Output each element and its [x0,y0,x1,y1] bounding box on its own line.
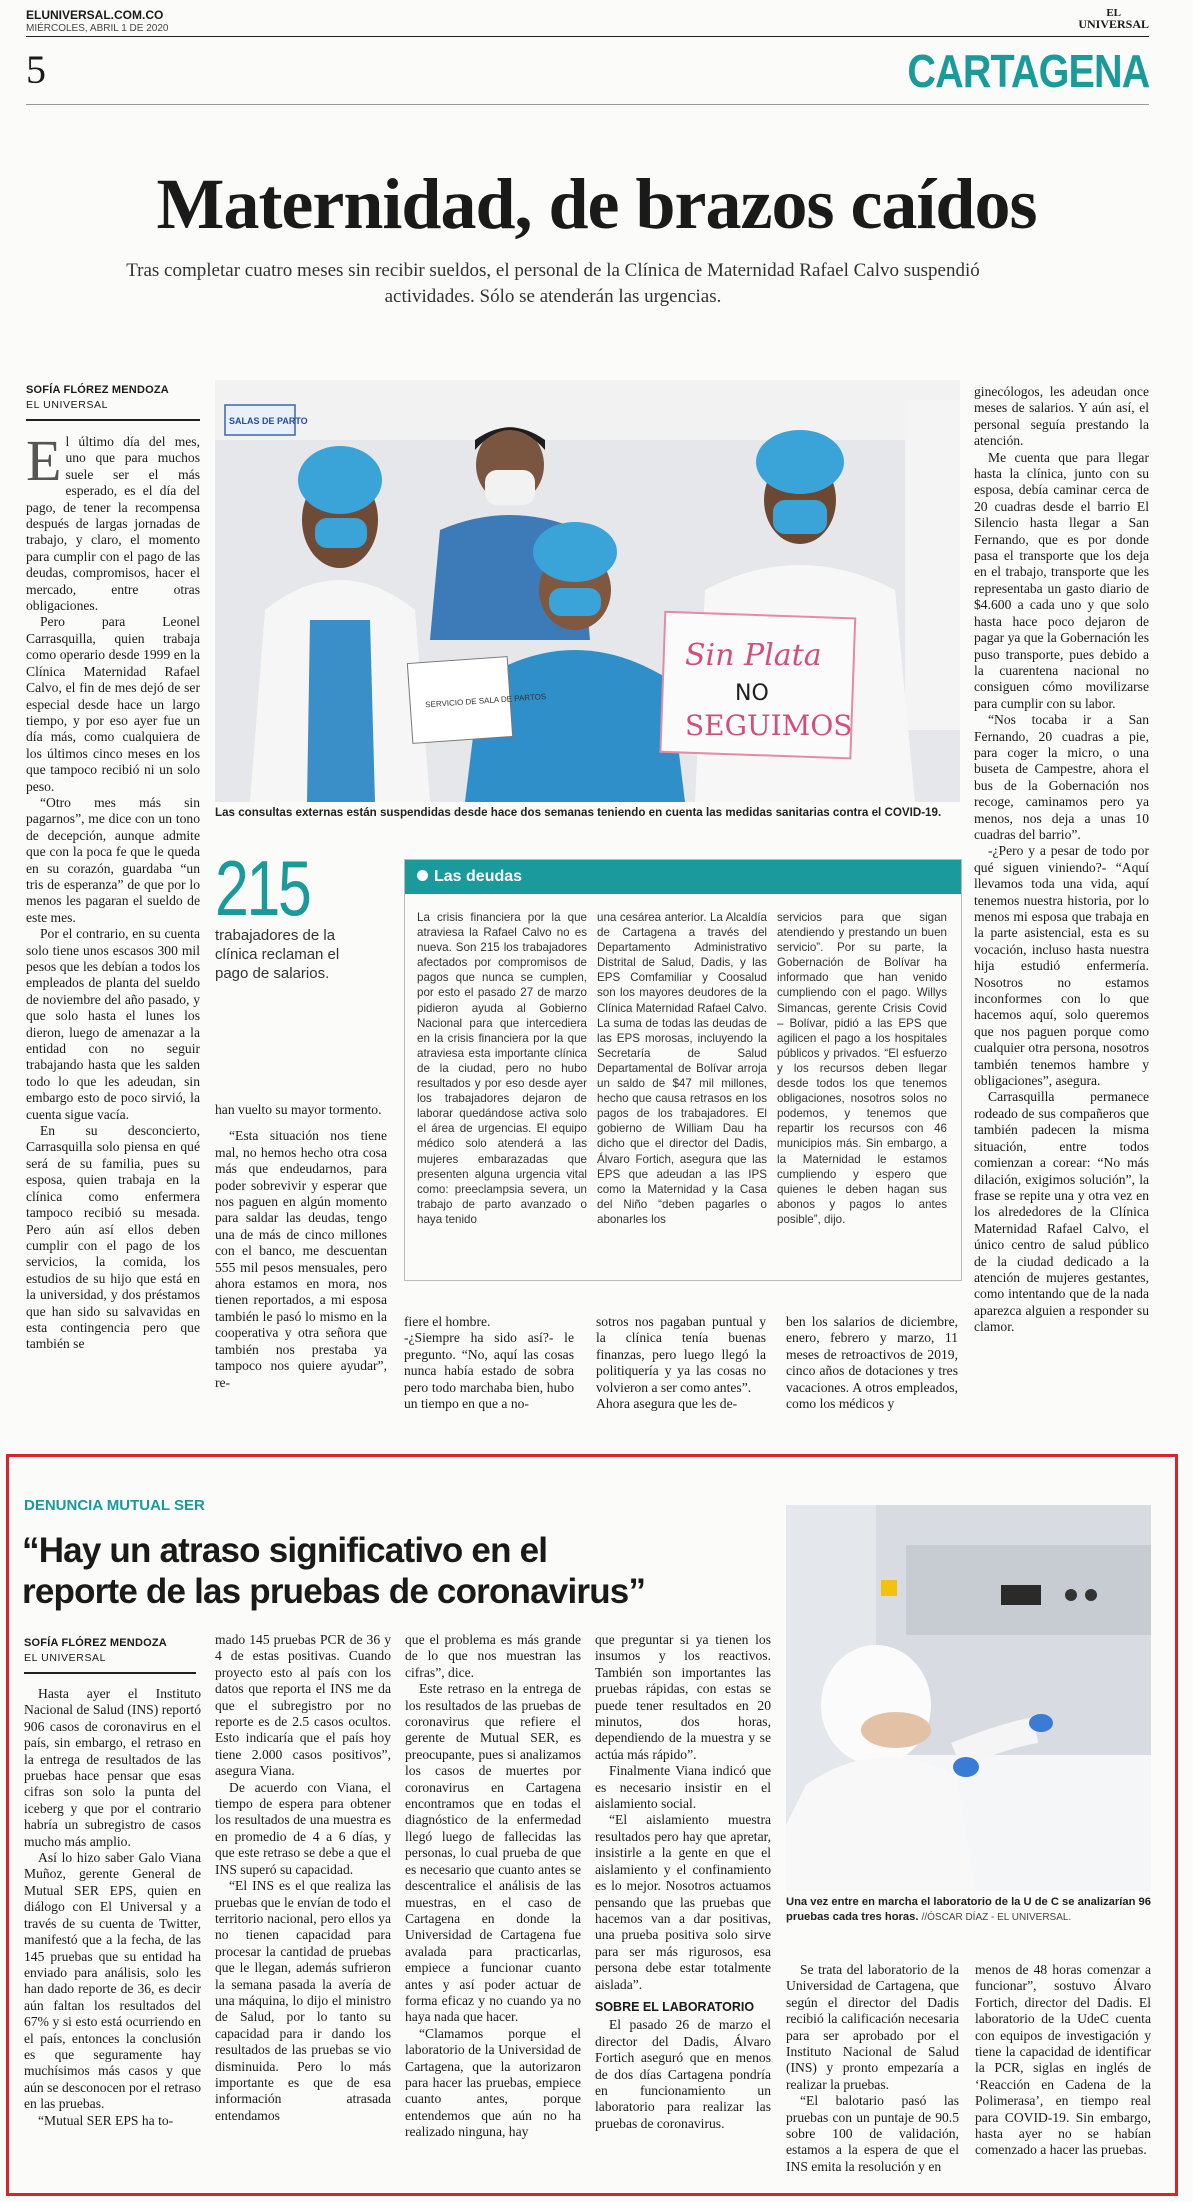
article-column-2: han vuelto su mayor tormento. “Esta situación nos tiene mal, no hemos hecho otra cosa más que endeudarnos, para poder sobrevivir y esperar que nos paguen en algún momento para saldar las deudas, tengo una de más de cinco millones con el banco, me descuentan 555 mil pesos mensuales, pero ahora estamos en mora, nos tienen reportados, a mi esposa también le pasó lo mismo en la cooperativa y otra señora que también nos prestaba ya tampoco nos quiere ayudar”, re- [215,1102,387,1390]
clinic-photo [215,380,960,802]
deudas-col-2: una cesárea anterior. La Alcaldía de Cartagena a través del Departamento Administrativo Distrital de Salud, Dadis, y las EPS Comfamiliar y Coosalud son los mayores deudores de la Clínica Maternidad Rafael Calvo. La suma de todas las deudas de las EPS morosas, incluyendo la Secretaría de Salud Departamental de Bolívar arroja un saldo de $47 mil millones, hecho que causa retrasos en los pagos de los trabajadores. El gobierno de William Dau ha dicho que el director del Dadis, Álvaro Fortich, asegura que las EPS que adeudan a las IPS como la Maternidad y la Casa del Niño “deben pagarles o abonarles los [597,911,767,1226]
section-title: CARTAGENA [906,45,1149,97]
deudas-box [404,859,962,1281]
author-2: SOFÍA FLÓREZ MENDOZA [24,1637,167,1649]
article-column-6: ginecólogos, les adeudan once meses de salarios. Y aún así, el personal seguía prestando la atención. Me cuenta que para llegar hasta la clínica, junto con su esposa, debía caminar cerca de 20 cuadras desde el barrio El Silencio hasta llegar a San Fernando, que es por donde pasa el transporte que los deja en el trabajo, transporte que les representaba un gasto diario de $4.600 a cada uno y que solo hasta hace poco dejaron de pagar ya que la Gobernación les puso transporte, pues debido a la cuarentena nacional no consiguen cómo movilizarse para cumplir con su labor. “Nos tocaba ir a San Fernando, 20 cuadras a pie, para coger la micro, o una buseta de Campestre, ahora el bus de la Gobernación nos recoge, caminamos pero ya menos, nos deja a unas 10 cuadras del barrio”. -¿Pero y a pesar de todo por qué siguen viniendo?- “Aquí llevamos toda una vida, aquí tenemos nuestra historia, por lo menos mi esposa que trabaja en la parte asistencial, esta es su vocación, incluso hasta nuestra hija estudió enfermería. Nosotros no estamos inconformes con lo que hacemos aquí, solo queremos que nos paguen porque como cualquier otra persona, nosotros también tenemos hambre y obligaciones”, asegura. Carrasquilla permanece rodeado de sus compañeros que también padecen la misma situación, entre todos comienzan a corear: “No más dilación, exigimos solución”, la frase se repite una y otra vez en los alrededores de la Clínica Maternidad Rafael Calvo, el único centro de salud público de la ciudad dedicado a la atención de mujeres gestantes, como intentando que de la nada aparezca alguien a responder su clamor. [974,384,1149,1335]
issue-date: MIÉRCOLES, ABRIL 1 DE 2020 [26,23,169,34]
article-column-3: fiere el hombre. -¿Siempre ha sido así?- le pregunto. “No, aquí las cosas nunca había estado de sobra pero todo marchaba bien, hubo un tiempo en que a no- [404,1314,574,1412]
author: SOFÍA FLÓREZ MENDOZA [26,384,169,396]
protest-sign-3: SEGUIMOS [685,709,853,742]
article2-column-3: que el problema es más grande de lo que nos muestran las cifras”, dice. Este retraso en la entrega de los resultados de las pruebas de coronavirus que refiere el gerente de Mutual SER, es preocupante, pues si analizamos los casos de muertes por coronavirus en Cartagena encontramos que en todas el diagnóstico de la enfermedad llegó luego de fallecidas las personas, lo cual prueba de que es necesario que cuanto antes se descentralice el análisis de las muestras, en el caso de Cartagena en donde la Universidad de Cartagena fue avalada para practicarlas, empiece a funcionar cuanto antes y así poder actuar de forma eficaz y no cuando ya no haya nada que hacer. “Clamamos porque el laboratorio de la Universidad de Cartagena, que la autorizaron para hacer las pruebas, empiece cuanto antes, porque entendemos que aún no ha realizado ninguna, hay [405,1632,581,2140]
deudas-col-3: servicios para que sigan atendiendo y prestando un buen servicio”. Por su parte, la Gobernación de Bolívar ha informado que han venido cumpliendo con el pago. Willys Simancas, gerente Crisis Covid – Bolívar, pidió a las EPS que agilicen el pago a los hospitales públicos y privados. “El esfuerzo y los recursos deben llegar desde todos los que tenemos obligaciones, nosotros solos no podemos, y tenemos que repartir los recursos con 46 municipios más. Sin embargo, a la Maternidad le estamos cumpliendo y espero que quienes le deben hagan sus abonos y pagos lo antes posible”, dijo. [777,911,947,1226]
servicio-sign: SERVICIO DE SALA DE PARTOS [424,691,547,710]
headline-2: “Hay un atraso significativo en el reporte de las pruebas de coronavirus” [22,1531,646,1611]
article2-column-6: menos de 48 horas comenzar a funcionar”, sostuvo Álvaro Fortich, director del Dadis. El laboratorio de la UdeC cuenta con equipos de investigación y tiene la capacidad de identificar la PCR, siglas en inglés de ‘Reacción en Cadena de la Polimerasa’, en tiempo real para COVID-19. Sin embargo, hasta ayer no se habían comenzado a hacer las pruebas. [975,1962,1151,2158]
article-column-5: ben los salarios de diciembre, enero, febrero y marzo, 11 meses de retroactivos de 2019, cinco años de dotaciones y tres vacaciones. A otros empleados, como los médicos y [786,1314,958,1412]
stat-number: 215 [215,844,310,932]
dropcap: E [26,434,62,493]
article2-column-5: Se trata del laboratorio de la Universidad de Cartagena, que según el director del Dadis recibió la calificación necesaria para ser aprobado por el Instituto Nacional de Salud (INS) y pronto empezaría a realizar la pruebas. “El balotario pasó las pruebas con un puntaje de 90.5 sobre 100 de validación, estamos a la espera de que el INS emita la resolución y en [786,1962,959,2174]
article-column-4: sotros nos pagaban puntual y la clínica tenía buenas finanzas, pero luego llegó la politiquería y ya las cosas no volvieron a ser como antes”. Ahora asegura que les de- [596,1314,766,1412]
site-url[interactable]: ELUNIVERSAL.COM.CO [26,8,164,22]
bullet-icon [417,870,428,881]
article2-column-2: mado 145 pruebas PCR de 36 y 4 de estas positivas. Cuando proyecto esto al país con los datos que reporta el INS me da que el subregistro por no reporte es de 2.5 casos ocultos. Esto indicaría que el país hoy tiene 2.000 casos positivos”, asegura Viana. De acuerdo con Viana, el tiempo de espera para obtener los resultados de una muestra es en promedio de 4 a 6 días, y que este retraso se debe a que el INS superó su capacidad. “El INS es el que realiza las pruebas que le envían de todo el territorio nacional, pero ellos ya no tienen capacidad para procesar la cantidad de pruebas que le llegan, además sufrieron la semana pasada la avería de una máquina, lo dijo el ministro de Salud, por lo tanto su capacidad para ir dando los resultados de las pruebas se vio disminuida. Pero lo más importante es que de esa información atrasada entendamos [215,1632,391,2123]
page-number: 5 [26,47,46,92]
headline: Maternidad, de brazos caídos [156,164,1037,244]
sala-partos-sign: SALAS DE PARTO [229,416,308,426]
lab-photo [786,1505,1151,1891]
article2-column-4: que preguntar si ya tienen los insumos y los reactivos. También son importantes las pruebas rápidas, con estas se puede tener resultados en 20 minutos, dos horas, dependiendo de la muestra y se actúa más rápido”. Finalmente Viana indicó que es necesario insistir en el aislamiento social. “El aislamiento muestra resultados pero hay que apretar, insistirle a la gente en que el aislamiento y el confinamiento es lo mejor. Nosotros actuamos pensando que las pruebas que hacemos van a dar positivas, una prueba positiva solo sirve para ser más rigurosos, esa persona debe estar totalmente aislada”. SOBRE EL LABORATORIO El pasado 26 de marzo el director del Dadis, Álvaro Fortich aseguró que en menos de dos días Cartagena pondría en funcionamiento un laboratorio para realizar las pruebas de coronavirus. [595,1632,771,2131]
deudas-col-1: La crisis financiera por la que atraviesa la Rafael Calvo no es nueva. Son 215 los trabajadores afectados por compromisos de pagos que nunca se cumplen, por esto el pasado 27 de marzo pidieron ayuda al Gobierno Nacional para que intercediera en la crisis financiera por la que atraviesa esta importante clínica de la ciudad, pero no hubo resultados y por eso desde ayer los trabajadores dejaron de laborar quedándose activa solo el área de urgencias. El equipo médico solo atenderá a las mujeres embarazadas que presenten alguna urgencia vital como: preeclampsia severa, un trabajo de parto avanzado o haya tenido [417,911,587,1226]
logo: EL UNIVERSAL [1078,7,1149,31]
photo-caption: Las consultas externas están suspendidas desde hace dos semanas teniendo en cuenta las medidas sanitarias contra el COVID-19. [215,806,942,819]
deudas-title: Las deudas [434,868,523,885]
stat-text: trabajadores de la clínica reclaman el pago de salarios. [215,927,340,982]
protest-sign-2: NO [735,681,769,706]
article2-column-1: Hasta ayer el Instituto Nacional de Salud (INS) reportó 906 casos de coronavirus en el país, sin embargo, el retraso en la entrega de resultados de las pruebas hace pensar que esas cifras son solo la punta del iceberg y que por el contrario habría un subregistro de casos mucho más amplio. Así lo hizo saber Galo Viana Muñoz, gerente General de Mutual SER EPS, quien en diálogo con El Universal y a través de su cuenta de Twitter, manifestó que a la fecha, de las 145 pruebas que su entidad ha enviado para análisis, solo les han dado reporte de 36, es decir aún faltan los resultados del 67% y si esto está ocurriendo en el país, entonces la conclusión es que seguramente hay muchísimos más casos y que aún se desconocen por el retraso en las pruebas. “Mutual SER EPS ha to- [24,1686,201,2128]
lab-caption: Una vez entre en marcha el laboratorio de la U de C se analizarían 96 pruebas cada tres horas. //ÓSCAR DÍAZ - EL UNIVERSAL. [786,1896,1151,1923]
protest-sign-1: Sin Plata [685,638,822,673]
outlet-2: EL UNIVERSAL [24,1652,107,1664]
outlet: EL UNIVERSAL [26,399,109,411]
deck: Tras completar cuatro meses sin recibir sueldos, el personal de la Clínica de Maternidad Rafael Calvo suspendió actividades. Sólo se atenderán las urgencias. [126,260,980,307]
subhead: SOBRE EL LABORATORIO [595,1999,755,2014]
kicker: DENUNCIA MUTUAL SER [24,1497,205,1514]
article-column-1: E l último día del mes, uno que para muchos suele ser el más esperado, es el día del pago, de tener la recompensa después de largas jornadas de trabajo, y claro, el momento para cumplir con el pago de las deudas, compromisos, hacer el mercado, entre otras obligaciones. Pero para Leonel Carrasquilla, quien trabaja como operario desde 1999 en la Clínica Maternidad Rafael Calvo, el fin de mes dejó de ser especial desde hace un largo tiempo, y por eso ayer fue un día más, como cualquiera de los últimos cinco meses en los que tampoco recibió ni un solo peso. “Otro mes más sin pagarnos”, me dice con un tono de decepción, aunque admite que con la poca fe que le queda en su corazón, guardaba “un tris de esperanza” de que por lo menos les pagaran el sueldo de este mes. Por el contrario, en su cuenta solo tiene unos escasos 300 mil pesos que les debían a todos los empleados de planta del sueldo de noviembre del año pasado, y que solo hasta el lunes los dieron, luego de amenazar a la entidad con no seguir trabajando hasta que les salden todo lo que les adeudan, sin embargo esto de poco sirvió, la cuenta sigue vacía. En su desconcierto, Carrasquilla solo piensa en qué será de su familia, pues su esposa, quien trabaja en la clínica como enfermera tampoco recibió su mesada. Pero aún así ellos deben cumplir con el pago de los servicios, la comida, los estudios de su hijo que está en la universidad, y dos préstamos que han sido su salvavidas en esta contingencia pero que también se [26,434,200,1352]
